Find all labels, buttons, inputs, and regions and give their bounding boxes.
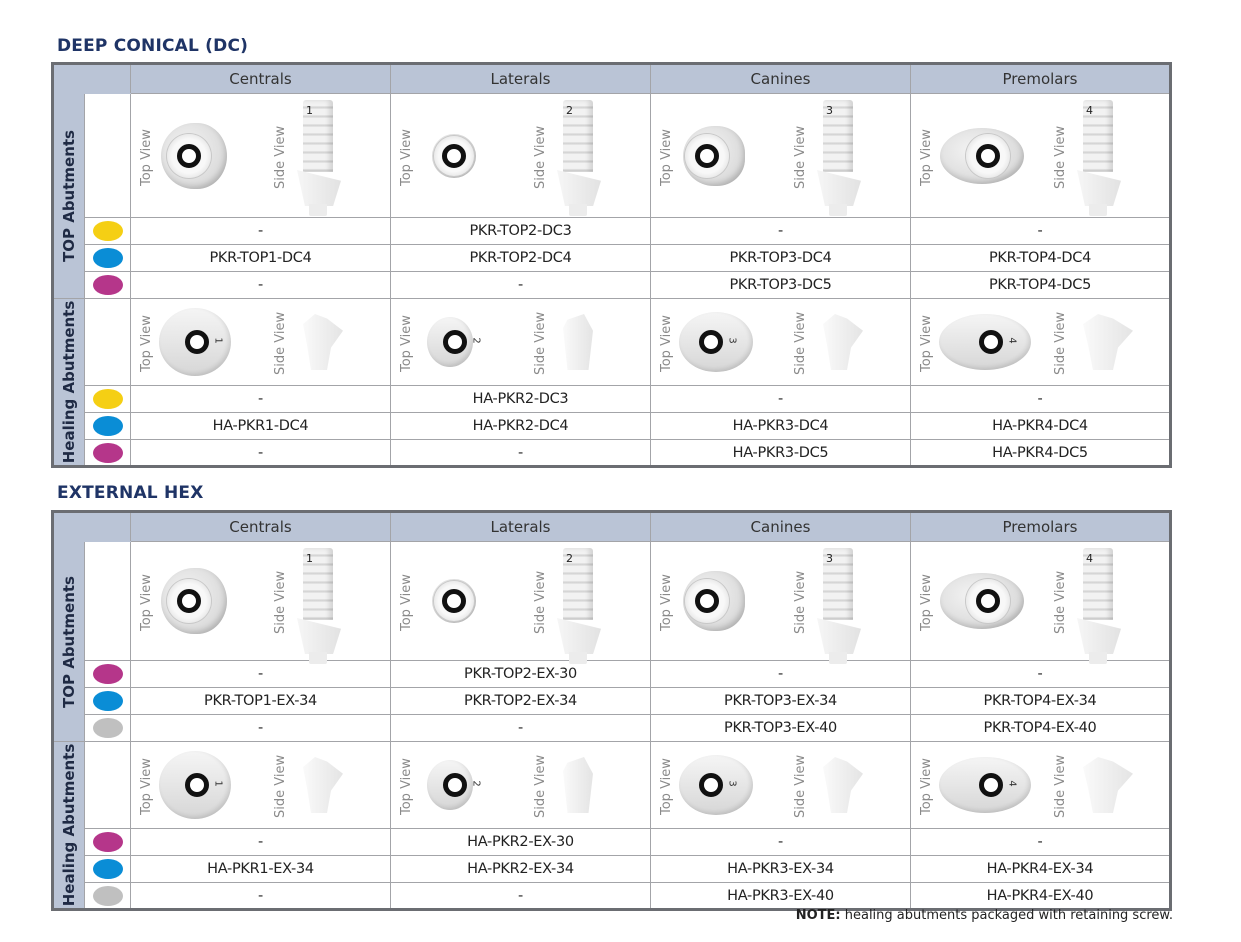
part-code-cell: PKR-TOP3-EX-34 xyxy=(651,688,911,715)
abutment-number: 1 xyxy=(306,552,313,565)
image-cell xyxy=(651,299,911,386)
abutment-body-icon xyxy=(297,618,341,654)
part-code-cell: PKR-TOP3-DC5 xyxy=(651,272,911,299)
healing-number: 4 xyxy=(1006,337,1018,344)
abutment-body-icon xyxy=(1077,170,1121,206)
image-pair xyxy=(911,94,1169,217)
image-cell xyxy=(391,94,651,218)
collar-icon xyxy=(167,134,211,178)
part-code-cell: PKR-TOP4-DC4 xyxy=(911,245,1171,272)
side-view-label: Side View xyxy=(1053,754,1068,818)
top-view-label: Top View xyxy=(399,128,414,186)
image-cell xyxy=(651,94,911,218)
screw-hole-icon xyxy=(177,144,201,168)
image-cell xyxy=(131,94,391,218)
code-row xyxy=(53,715,1171,742)
color-dot-magenta xyxy=(93,832,123,852)
abutment-table xyxy=(51,62,1172,468)
column-header-canines: Canines xyxy=(651,512,911,542)
side-view-label: Side View xyxy=(793,754,808,818)
image-pair xyxy=(651,742,910,828)
header-row xyxy=(53,64,1171,94)
collar-icon xyxy=(167,579,211,623)
healing-top-view-icon xyxy=(939,314,1031,370)
screw-hole-icon xyxy=(695,144,719,168)
part-code-cell: HA-PKR2-DC4 xyxy=(391,413,651,440)
part-code-cell: PKR-TOP4-EX-40 xyxy=(911,715,1171,742)
image-cell xyxy=(131,299,391,386)
color-dot-magenta xyxy=(93,275,123,295)
color-dot-cell xyxy=(85,413,131,440)
group-label-text: TOP Abutments xyxy=(60,575,78,708)
part-code-cell: - xyxy=(131,218,391,245)
abutment-top-view-icon xyxy=(683,571,745,631)
image-row-spacer xyxy=(85,542,131,661)
image-pair xyxy=(651,542,910,660)
color-dot-cell xyxy=(85,883,131,910)
part-code-cell: - xyxy=(391,883,651,910)
part-code-cell: - xyxy=(131,661,391,688)
part-code-cell: HA-PKR3-EX-40 xyxy=(651,883,911,910)
healing-top-view-icon xyxy=(679,755,753,815)
screw-hole-icon xyxy=(442,589,466,613)
group-label-text: TOP Abutments xyxy=(60,130,78,262)
part-code-cell: PKR-TOP2-EX-34 xyxy=(391,688,651,715)
healing-side-view-icon xyxy=(823,757,863,813)
abutment-base-icon xyxy=(829,204,847,216)
part-code-cell: PKR-TOP4-DC5 xyxy=(911,272,1171,299)
part-code-cell: HA-PKR4-DC5 xyxy=(911,440,1171,467)
top-view-label: Top View xyxy=(139,315,154,372)
color-dot-blue xyxy=(93,691,123,711)
color-dot-blue xyxy=(93,859,123,879)
screw-hole-icon xyxy=(699,773,723,797)
image-pair xyxy=(391,742,650,828)
healing-side-view-icon xyxy=(563,757,593,813)
part-code-cell: - xyxy=(911,386,1171,413)
part-code-cell: - xyxy=(651,661,911,688)
color-dot-magenta xyxy=(93,443,123,463)
color-dot-blue xyxy=(93,248,123,268)
healing-top-view-icon xyxy=(679,312,753,372)
part-code-cell: - xyxy=(131,440,391,467)
column-header-centrals: Centrals xyxy=(131,64,391,94)
screw-hole-icon xyxy=(443,773,467,797)
healing-number: 4 xyxy=(1006,780,1018,787)
abutment-base-icon xyxy=(569,204,587,216)
part-code-cell: PKR-TOP2-EX-30 xyxy=(391,661,651,688)
part-code-cell: HA-PKR2-EX-30 xyxy=(391,829,651,856)
color-dot-cell xyxy=(85,856,131,883)
part-code-cell: HA-PKR2-EX-34 xyxy=(391,856,651,883)
healing-side-view-icon xyxy=(303,314,343,370)
part-code-cell: PKR-TOP3-EX-40 xyxy=(651,715,911,742)
image-pair xyxy=(911,299,1169,385)
image-pair xyxy=(391,542,650,660)
part-code-cell: PKR-TOP1-DC4 xyxy=(131,245,391,272)
side-view-label: Side View xyxy=(793,570,808,634)
abutment-base-icon xyxy=(829,652,847,664)
part-code-cell: HA-PKR1-EX-34 xyxy=(131,856,391,883)
color-dot-magenta xyxy=(93,664,123,684)
abutment-top-view-icon xyxy=(432,134,476,178)
header-corner xyxy=(53,64,131,94)
image-cell xyxy=(911,542,1171,661)
screw-hole-icon xyxy=(185,773,209,797)
abutment-top-view-icon xyxy=(683,126,745,186)
abutment-body-icon xyxy=(1077,618,1121,654)
group-label-healing xyxy=(53,299,85,467)
top-view-label: Top View xyxy=(919,315,934,372)
code-row xyxy=(53,272,1171,299)
color-dot-yellow xyxy=(93,389,123,409)
footnote xyxy=(796,908,1173,923)
healing-number: 2 xyxy=(470,780,482,787)
top-view-label: Top View xyxy=(659,128,674,186)
code-row xyxy=(53,856,1171,883)
part-code-cell: HA-PKR2-DC3 xyxy=(391,386,651,413)
healing-side-view-icon xyxy=(563,314,593,370)
top-view-label: Top View xyxy=(139,574,154,631)
image-cell xyxy=(131,742,391,829)
screw-hole-icon xyxy=(177,589,201,613)
part-code-cell: - xyxy=(911,661,1171,688)
group-label-healing xyxy=(53,742,85,910)
part-code-cell: - xyxy=(651,386,911,413)
part-code-cell: - xyxy=(131,715,391,742)
color-dot-cell xyxy=(85,829,131,856)
side-view-label: Side View xyxy=(793,125,808,189)
image-pair xyxy=(131,299,390,385)
part-code-cell: - xyxy=(131,829,391,856)
top-view-label: Top View xyxy=(139,128,154,186)
code-row xyxy=(53,440,1171,467)
part-code-cell: - xyxy=(131,883,391,910)
image-row-spacer xyxy=(85,94,131,218)
image-pair xyxy=(651,299,910,385)
image-pair xyxy=(131,742,390,828)
header-corner xyxy=(53,512,131,542)
code-row xyxy=(53,829,1171,856)
healing-side-view-icon xyxy=(303,757,343,813)
side-view-label: Side View xyxy=(273,125,288,189)
image-cell xyxy=(651,542,911,661)
side-view-label: Side View xyxy=(273,754,288,818)
abutment-body-icon xyxy=(557,618,601,654)
screw-hole-icon xyxy=(185,330,209,354)
image-cell xyxy=(391,742,651,829)
image-cell xyxy=(911,94,1171,218)
part-code-cell: PKR-TOP1-EX-34 xyxy=(131,688,391,715)
image-cell xyxy=(391,542,651,661)
healing-top-view-icon xyxy=(427,317,482,367)
code-row xyxy=(53,661,1171,688)
part-code-cell: - xyxy=(911,218,1171,245)
color-dot-yellow xyxy=(93,221,123,241)
note-label: NOTE: xyxy=(795,908,841,923)
code-row xyxy=(53,413,1171,440)
color-dot-cell xyxy=(85,661,131,688)
abutment-number: 3 xyxy=(826,552,833,565)
top-image-row xyxy=(53,94,1171,218)
image-row-spacer xyxy=(85,299,131,386)
code-row xyxy=(53,218,1171,245)
abutment-number: 4 xyxy=(1086,104,1093,117)
image-pair xyxy=(911,542,1169,660)
abutment-number: 1 xyxy=(306,104,313,117)
part-code-cell: - xyxy=(911,829,1171,856)
abutment-base-icon xyxy=(1089,204,1107,216)
top-view-label: Top View xyxy=(659,574,674,631)
image-cell xyxy=(911,299,1171,386)
code-row xyxy=(53,688,1171,715)
healing-number: 3 xyxy=(726,337,738,344)
side-view-label: Side View xyxy=(533,570,548,634)
column-header-laterals: Laterals xyxy=(391,512,651,542)
screw-hole-icon xyxy=(979,773,1003,797)
collar-icon xyxy=(966,579,1010,623)
part-code-cell: - xyxy=(131,386,391,413)
side-view-label: Side View xyxy=(1053,311,1068,375)
healing-side-view-icon xyxy=(1083,757,1133,813)
collar-icon xyxy=(434,136,474,176)
image-pair xyxy=(391,94,650,217)
side-view-label: Side View xyxy=(533,311,548,375)
collar-icon xyxy=(685,134,729,178)
healing-image-row xyxy=(53,299,1171,386)
healing-number: 2 xyxy=(470,337,482,344)
screw-hole-icon xyxy=(976,144,1000,168)
color-dot-cell xyxy=(85,688,131,715)
collar-icon xyxy=(685,579,729,623)
note-text: healing abutments packaged with retaining screw. xyxy=(840,908,1173,923)
image-pair xyxy=(911,742,1169,828)
part-code-cell: PKR-TOP3-DC4 xyxy=(651,245,911,272)
abutment-top-view-icon xyxy=(940,128,1024,184)
top-view-label: Top View xyxy=(399,315,414,372)
abutment-top-view-icon xyxy=(940,573,1024,629)
part-code-cell: - xyxy=(391,272,651,299)
color-dot-cell xyxy=(85,440,131,467)
image-pair xyxy=(131,94,390,217)
abutment-body-icon xyxy=(817,618,861,654)
part-code-cell: PKR-TOP2-DC4 xyxy=(391,245,651,272)
abutment-number: 2 xyxy=(566,552,573,565)
healing-side-view-icon xyxy=(823,314,863,370)
abutment-body-icon xyxy=(557,170,601,206)
color-dot-cell xyxy=(85,218,131,245)
image-row-spacer xyxy=(85,742,131,829)
top-view-label: Top View xyxy=(659,315,674,372)
part-code-cell: HA-PKR4-DC4 xyxy=(911,413,1171,440)
abutment-number: 2 xyxy=(566,104,573,117)
top-view-label: Top View xyxy=(399,574,414,631)
header-row xyxy=(53,512,1171,542)
section-title: EXTERNAL HEX xyxy=(57,483,204,503)
image-cell xyxy=(131,542,391,661)
group-label-top xyxy=(53,94,85,299)
color-dot-cell xyxy=(85,386,131,413)
abutment-body-icon xyxy=(817,170,861,206)
color-dot-cell xyxy=(85,715,131,742)
part-code-cell: HA-PKR1-DC4 xyxy=(131,413,391,440)
abutment-number: 4 xyxy=(1086,552,1093,565)
side-view-label: Side View xyxy=(1053,125,1068,189)
healing-top-view-icon xyxy=(159,308,231,376)
part-code-cell: HA-PKR4-EX-34 xyxy=(911,856,1171,883)
collar-icon xyxy=(434,581,474,621)
healing-top-view-icon xyxy=(939,757,1031,813)
code-row xyxy=(53,386,1171,413)
side-view-label: Side View xyxy=(273,570,288,634)
part-code-cell: PKR-TOP2-DC3 xyxy=(391,218,651,245)
abutment-base-icon xyxy=(1089,652,1107,664)
screw-hole-icon xyxy=(443,330,467,354)
screw-hole-icon xyxy=(695,589,719,613)
image-cell xyxy=(391,299,651,386)
column-header-centrals: Centrals xyxy=(131,512,391,542)
column-header-laterals: Laterals xyxy=(391,64,651,94)
code-row xyxy=(53,883,1171,910)
healing-top-view-icon xyxy=(427,760,482,810)
healing-top-view-icon xyxy=(159,751,231,819)
side-view-label: Side View xyxy=(273,311,288,375)
screw-hole-icon xyxy=(699,330,723,354)
group-label-text: Healing Abutments xyxy=(60,743,78,907)
part-code-cell: HA-PKR3-EX-34 xyxy=(651,856,911,883)
column-header-premolars: Premolars xyxy=(911,64,1171,94)
top-view-label: Top View xyxy=(659,758,674,815)
part-code-cell: - xyxy=(391,440,651,467)
side-view-label: Side View xyxy=(793,311,808,375)
top-view-label: Top View xyxy=(399,758,414,815)
side-view-label: Side View xyxy=(533,754,548,818)
side-view-label: Side View xyxy=(533,125,548,189)
screw-hole-icon xyxy=(976,589,1000,613)
abutment-table xyxy=(51,510,1172,911)
column-header-canines: Canines xyxy=(651,64,911,94)
abutment-body-icon xyxy=(297,170,341,206)
collar-icon xyxy=(966,134,1010,178)
healing-number: 3 xyxy=(726,780,738,787)
color-dot-cell xyxy=(85,245,131,272)
top-view-label: Top View xyxy=(919,758,934,815)
color-dot-gray xyxy=(93,886,123,906)
abutment-top-view-icon xyxy=(161,123,227,189)
part-code-cell: HA-PKR3-DC5 xyxy=(651,440,911,467)
group-label-text: Healing Abutments xyxy=(60,300,78,464)
healing-number: 1 xyxy=(212,337,224,344)
image-cell xyxy=(651,742,911,829)
abutment-top-view-icon xyxy=(161,568,227,634)
healing-image-row xyxy=(53,742,1171,829)
abutment-number: 3 xyxy=(826,104,833,117)
top-view-label: Top View xyxy=(139,758,154,815)
image-pair xyxy=(131,542,390,660)
abutment-base-icon xyxy=(309,652,327,664)
image-pair xyxy=(391,299,650,385)
part-code-cell: PKR-TOP4-EX-34 xyxy=(911,688,1171,715)
color-dot-cell xyxy=(85,272,131,299)
part-code-cell: HA-PKR3-DC4 xyxy=(651,413,911,440)
abutment-base-icon xyxy=(569,652,587,664)
image-pair xyxy=(651,94,910,217)
part-code-cell: - xyxy=(391,715,651,742)
column-header-premolars: Premolars xyxy=(911,512,1171,542)
top-view-label: Top View xyxy=(919,128,934,186)
healing-number: 1 xyxy=(212,780,224,787)
code-row xyxy=(53,245,1171,272)
part-code-cell: - xyxy=(131,272,391,299)
abutment-base-icon xyxy=(309,204,327,216)
color-dot-gray xyxy=(93,718,123,738)
part-code-cell: HA-PKR4-EX-40 xyxy=(911,883,1171,910)
part-code-cell: - xyxy=(651,829,911,856)
group-label-top xyxy=(53,542,85,742)
image-cell xyxy=(911,742,1171,829)
top-view-label: Top View xyxy=(919,574,934,631)
screw-hole-icon xyxy=(442,144,466,168)
healing-side-view-icon xyxy=(1083,314,1133,370)
screw-hole-icon xyxy=(979,330,1003,354)
top-image-row xyxy=(53,542,1171,661)
abutment-top-view-icon xyxy=(432,579,476,623)
color-dot-blue xyxy=(93,416,123,436)
part-code-cell: - xyxy=(651,218,911,245)
side-view-label: Side View xyxy=(1053,570,1068,634)
section-title: DEEP CONICAL (DC) xyxy=(57,36,249,56)
